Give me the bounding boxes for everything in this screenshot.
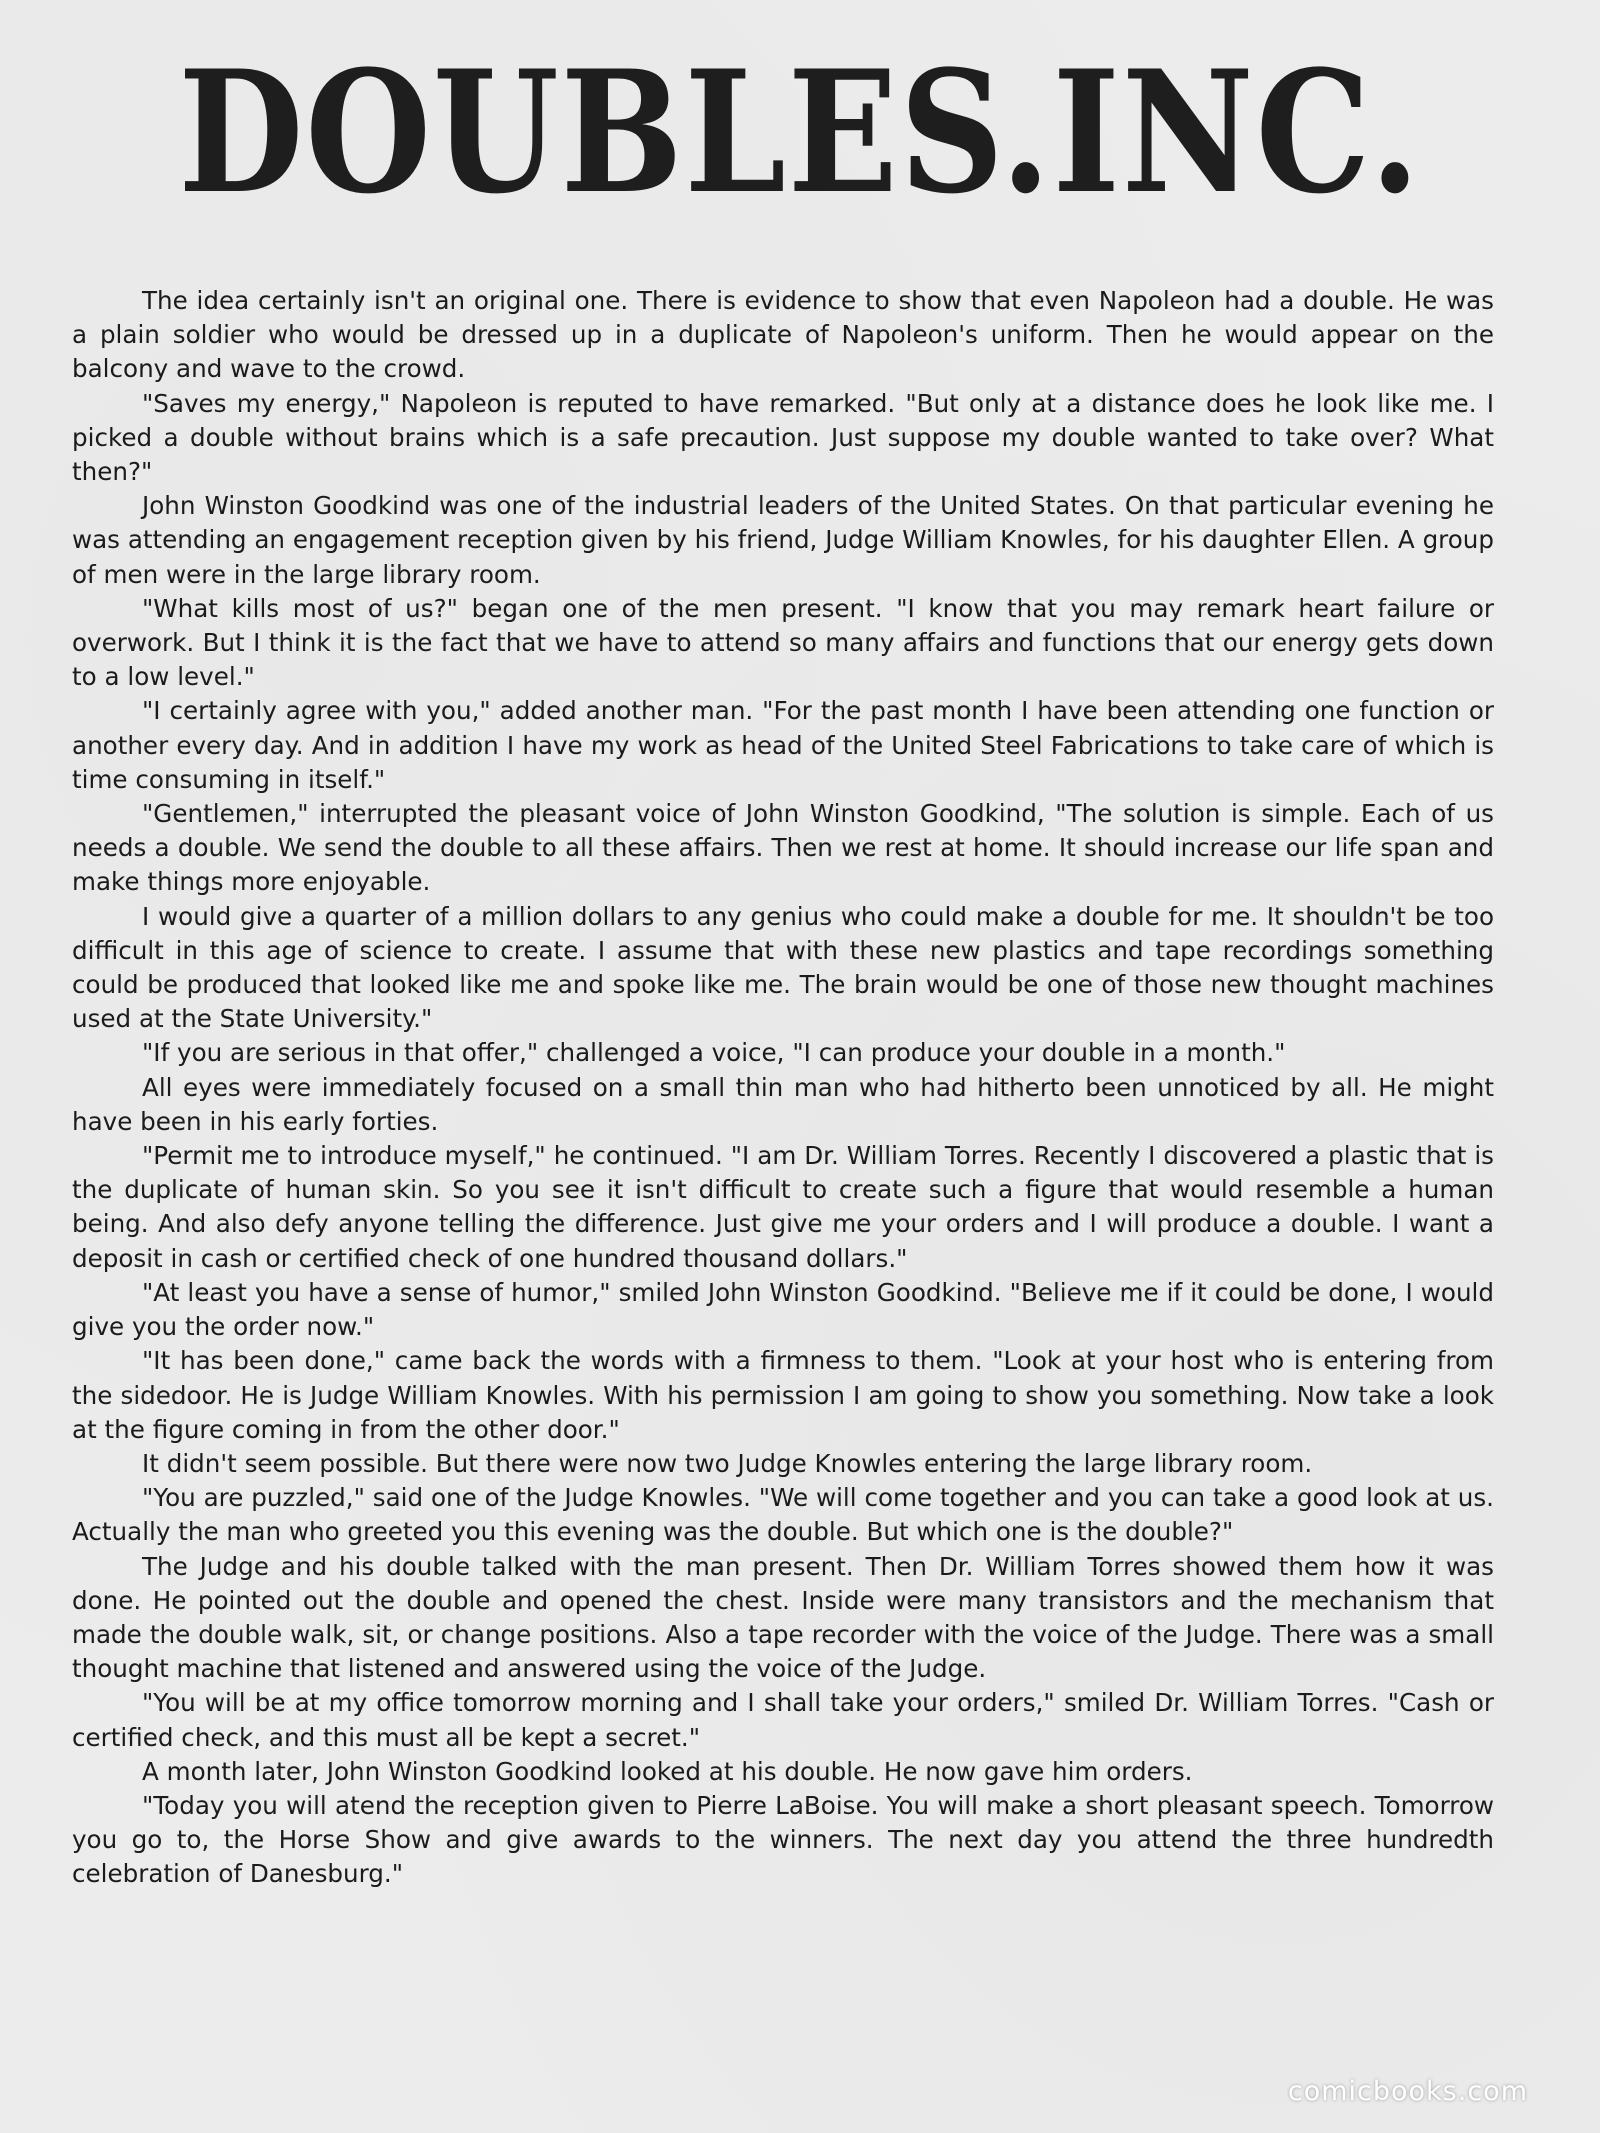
paragraph: "If you are serious in that offer," challenged a voice, "I can produce your double in a month." xyxy=(142,1038,1286,1068)
paragraph: "I certainly agree with you," added another man. "For the past month I have been attending one function or another every day. And in addition I have my work as head of the United Steel Fabrications to take care of which is time consuming in itself." xyxy=(72,696,1494,794)
paragraph: John Winston Goodkind was one of the industrial leaders of the United States. On that particular evening he was attending an engagement reception given by his friend, Judge William Knowles, for his daughter Ellen. A group of men were in the large library room. xyxy=(72,491,1494,589)
paragraph: The Judge and his double talked with the man present. Then Dr. William Torres showed them how it was done. He pointed out the double and opened the chest. Inside were many transistors and the mechanism that made the double walk, sit, or change positions. Also a tape recorder with the voice of the Judge. There was a small thought machine that listened and answered using the voice of the Judge. xyxy=(72,1551,1494,1684)
paragraph: "Today you will atend the reception given to Pierre LaBoise. You will make a short pleasant speech. Tomorrow you go to, the Horse Show and give awards to the winners. The next day you attend the three hundredth celebration of Danesburg." xyxy=(72,1790,1494,1889)
story-title: DOUBLES.INC. xyxy=(178,33,1422,231)
paragraph: "At least you have a sense of humor," smiled John Winston Goodkind. "Believe me if it could be done, I would give you the order now." xyxy=(72,1277,1494,1342)
paragraph: All eyes were immediately focused on a small thin man who had hitherto been unnoticed by all. He might have been in his early forties. xyxy=(72,1072,1494,1136)
paragraph: I would give a quarter of a million dollars to any genius who could make a double for me. It shouldn't be too difficult in this age of science to create. I assume that with these new plastics and tape recordings something could be produced that looked like me and spoke like me. The brain would be one of those new thought machines used at the State University." xyxy=(72,901,1494,1034)
paragraph: "You are puzzled," said one of the Judge Knowles. "We will come together and you can take a good look at us. Actually the man who greeted you this evening was the double. But which one is the double?" xyxy=(72,1483,1494,1547)
paragraph: "It has been done," came back the words with a firmness to them. "Look at your host who is entering from the sidedoor. He is Judge William Knowles. With his permission I am going to show you something. Now take a look at the figure coming in from the other door." xyxy=(72,1346,1494,1444)
paragraph: "What kills most of us?" began one of the men present. "I know that you may remark heart failure or overwork. But I think it is the fact that we have to attend so many affairs and functions that our energy gets down to a low level." xyxy=(72,593,1494,692)
paragraph: The idea certainly isn't an original one. There is evidence to show that even Napoleon had a double. He was a plain soldier who would be dressed up in a duplicate of Napoleon's uniform. Then he would appear on the balcony and wave to the crowd. xyxy=(72,286,1494,384)
paragraph: "Saves my energy," Napoleon is reputed to have remarked. "But only at a distance does he look like me. I picked a double without brains which is a safe precaution. Just suppose my double wanted to take over? What then?" xyxy=(72,388,1494,487)
paragraph: A month later, John Winston Goodkind looked at his double. He now gave him orders. xyxy=(142,1756,1193,1786)
paragraph: "Permit me to introduce myself," he continued. "I am Dr. William Torres. Recently I discovered a plastic that is the duplicate of human skin. So you see it isn't difficult to create such a figure that would resemble a human being. And also defy anyone telling the difference. Just give me your orders and I will produce a double. I want a deposit in cash or certified check of one hundred thousand dollars." xyxy=(72,1141,1494,1273)
watermark: comicbooks.com xyxy=(1287,2076,1528,2107)
paragraph: "Gentlemen," interrupted the pleasant voice of John Winston Goodkind, "The solution is simple. Each of us needs a double. We send the double to all these affairs. Then we rest at home. It should increase our life span and make things more enjoyable. xyxy=(72,799,1494,897)
paragraph: "You will be at my office tomorrow morning and I shall take your orders," smiled Dr. William Torres. "Cash or certified check, and this must all be kept a secret." xyxy=(72,1688,1494,1752)
story-body xyxy=(72,284,1494,1892)
paragraph: It didn't seem possible. But there were now two Judge Knowles entering the large library room. xyxy=(142,1448,1313,1478)
